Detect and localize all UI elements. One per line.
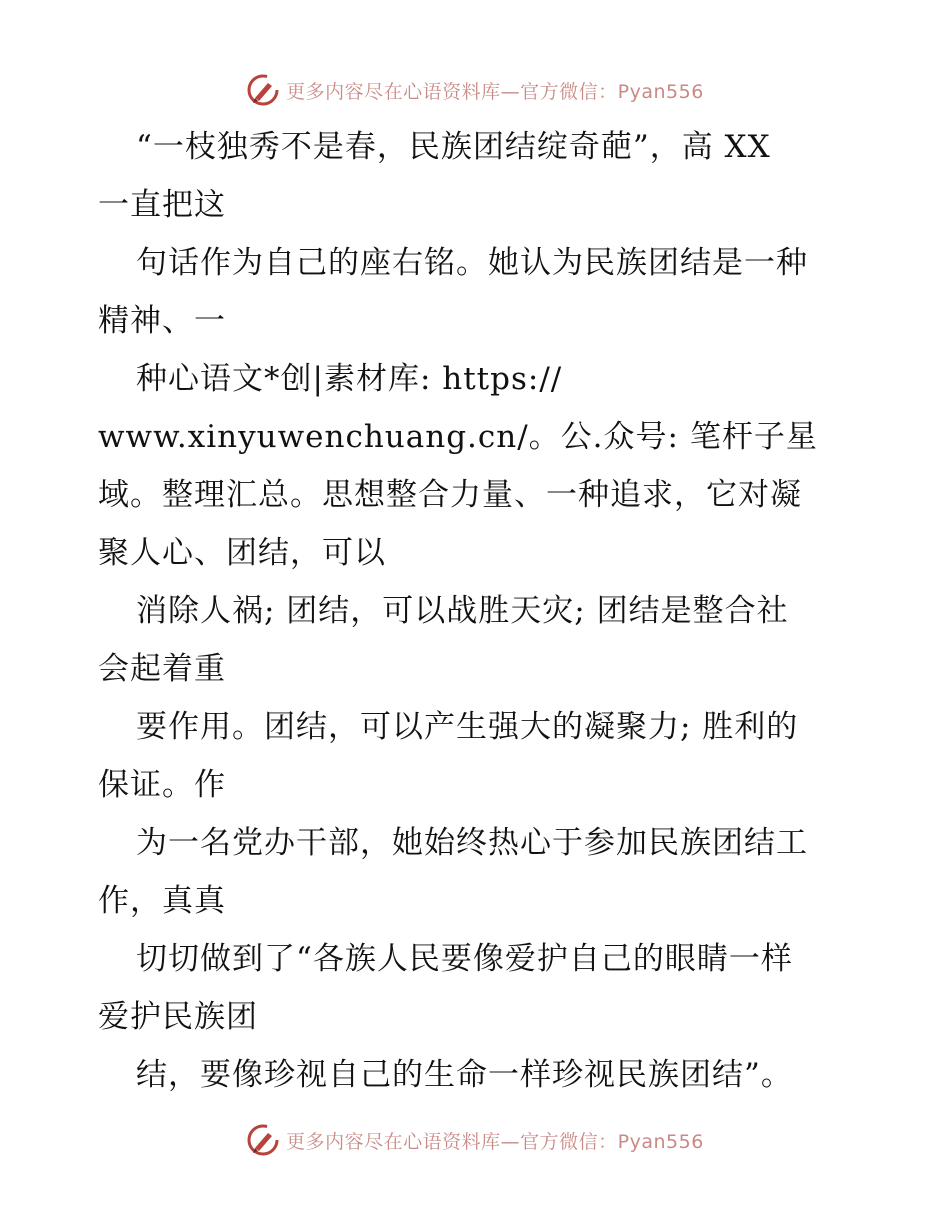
header-banner-text: 更多内容尽在心语资料库—官方微信：Pyan556 [286, 80, 704, 103]
body-line: 精神、一 [98, 303, 226, 339]
pen-logo-icon [246, 1123, 280, 1157]
body-line: 种心语文*创|素材库: https:// [136, 361, 563, 397]
body-line: 会起着重 [98, 651, 226, 687]
body-line: 为一名党办干部，她始终热心于参加民族团结工 [136, 825, 808, 861]
body-line: 句话作为自己的座右铭。她认为民族团结是一种 [136, 245, 808, 281]
body-line: “一枝独秀不是春，民族团结绽奇葩”，高 XX [136, 129, 771, 165]
body-line: 爱护民族团 [98, 999, 258, 1035]
body-line: 保证。作 [98, 767, 226, 803]
body-line: 聚人心、团结，可以 [98, 535, 386, 571]
body-line: 要作用。团结，可以产生强大的凝聚力; 胜利的 [136, 709, 799, 745]
pen-logo-icon [246, 73, 280, 107]
footer-banner-text: 更多内容尽在心语资料库—官方微信：Pyan556 [286, 1130, 704, 1153]
body-line: 切切做到了“各族人民要像爱护自己的眼睛一样 [136, 941, 793, 977]
footer-banner [0, 1120, 950, 1160]
body-line: 作，真真 [98, 883, 226, 919]
body-text [98, 118, 858, 1104]
header-banner [0, 70, 950, 110]
body-line: 一直把这 [98, 187, 226, 223]
body-line: 域。整理汇总。思想整合力量、一种追求，它对凝 [98, 477, 802, 513]
body-line: 消除人祸; 团结，可以战胜天灾; 团结是整合社 [136, 593, 789, 629]
body-line: 结，要像珍视自己的生命一样珍视民族团结”。 [136, 1057, 793, 1093]
body-line: www.xinyuwenchuang.cn/。公.众号: 笔杆子星 [98, 419, 818, 455]
